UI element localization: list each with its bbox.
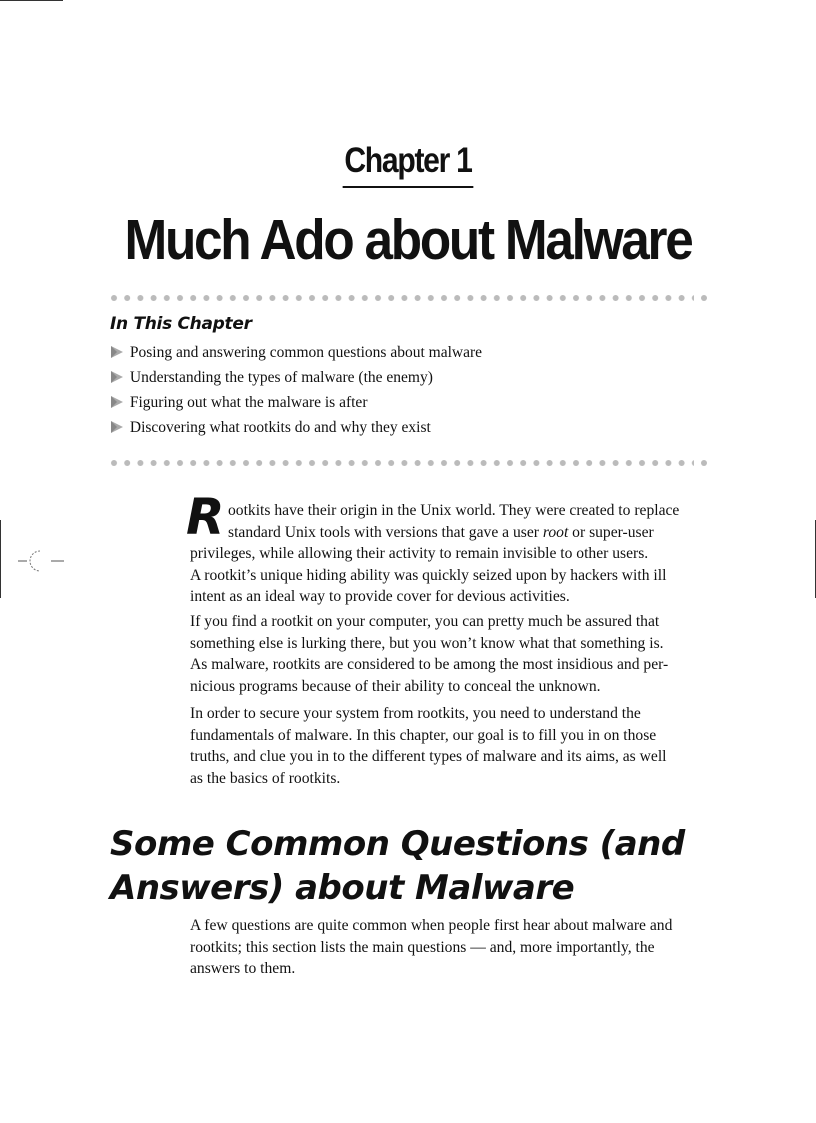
text-span: standard Unix tools with versions that gave a user [228,523,543,541]
list-item [110,342,482,367]
registration-mark-icon [18,546,64,576]
chapter-title: Much Ado about Malware [124,208,692,272]
text-line [190,522,720,544]
bullet-arrow-icon [110,420,124,434]
text-line: If you find a rootkit on your computer, you can pretty much be assured that [190,613,660,630]
list-item-text: Understanding the types of malware (the enemy) [129,369,433,386]
drop-cap: R [186,488,225,546]
text-line: privileges, while allowing their activity to remain invisible to other users. [190,545,649,562]
crop-mark-left [0,520,1,598]
text-line: as the basics of rootkits. [190,769,341,787]
list-item-text: Discovering what rootkits do and why they exist [129,419,431,436]
text-line: something else is lurking there, but you won’t know what that something is. [190,634,664,652]
list-item-text: Figuring out what the malware is after [129,394,368,411]
bullet-arrow-icon [110,370,124,384]
list-item-text: Posing and answering common questions about malware [129,344,483,361]
dotted-rule-bottom [110,459,708,467]
text-span: or super-user [568,523,654,541]
intro-paragraph-2 [190,611,720,697]
section-heading-line: Some Common Questions (and [110,824,685,864]
section-paragraph [190,915,720,980]
section-heading-line: Answers) about Malware [110,868,575,908]
intro-paragraph-3 [190,703,720,789]
text-line: intent as an ideal way to provide cover for devious activities. [190,588,570,605]
section-heading [110,822,685,910]
in-this-chapter-list [110,342,482,442]
text-line: ootkits have their origin in the Unix world. They were created to replace [228,502,680,519]
emphasis-root: root [542,523,569,541]
text-line: A rootkit’s unique hiding ability was quickly seized upon by hackers with ill [190,566,667,584]
in-this-chapter-heading: In This Chapter [110,314,252,334]
dotted-rule-top [110,294,708,302]
list-item [110,392,482,417]
text-line: A few questions are quite common when people first hear about malware and [190,917,673,934]
crop-mark-top [0,0,63,1]
list-item [110,367,482,392]
text-line: As malware, rootkits are considered to be among the most insidious and per- [190,656,669,673]
bullet-arrow-icon [110,395,124,409]
bullet-arrow-icon [110,345,124,359]
text-line: In order to secure your system from rootkits, you need to understand the [190,705,641,722]
chapter-label [0,140,816,188]
text-line: rootkits; this section lists the main questions — and, more importantly, the [190,938,655,956]
text-line: fundamentals of malware. In this chapter, our goal is to fill you in on those [190,726,657,744]
text-line: answers to them. [190,960,296,977]
text-line: truths, and clue you in to the different types of malware and its aims, as well [190,748,667,765]
text-line: nicious programs because of their ability to conceal the unknown. [190,677,601,695]
intro-paragraph-1 [186,488,720,608]
chapter-number: Chapter 1 [343,140,474,188]
list-item [110,417,482,442]
